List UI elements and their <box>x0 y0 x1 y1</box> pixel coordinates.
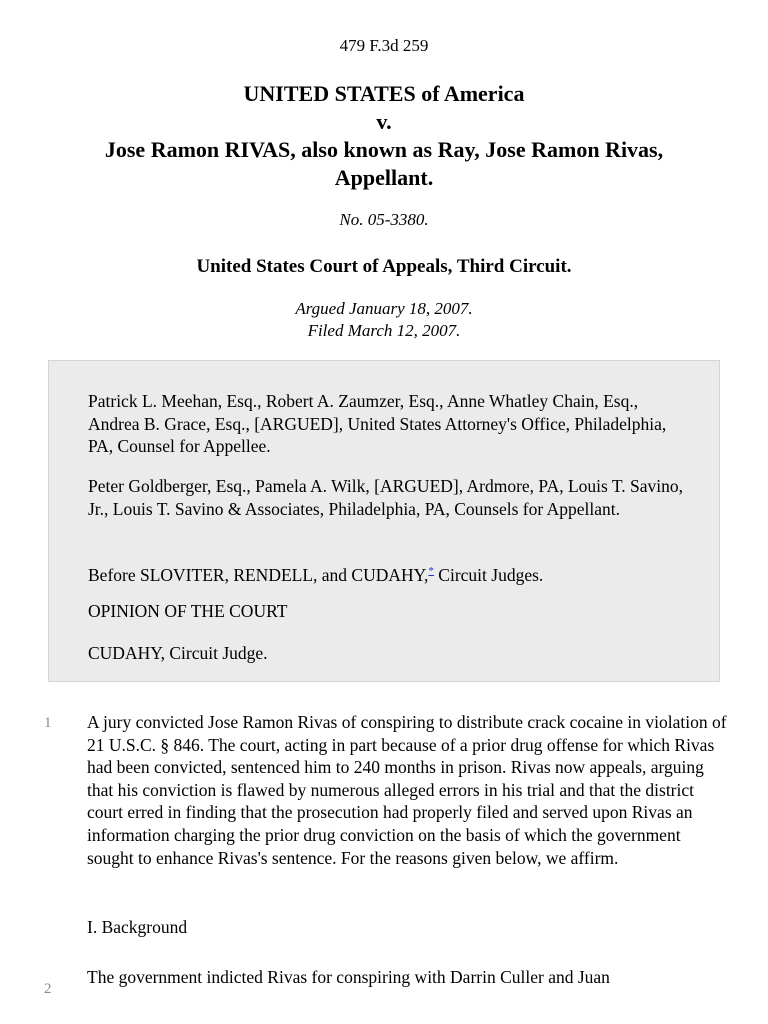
argued-date: Argued January 18, 2007. <box>295 299 473 318</box>
case-title <box>0 80 768 192</box>
panel-judges <box>88 560 688 586</box>
counsel-panel <box>48 360 720 682</box>
opinion-author: CUDAHY, Circuit Judge. <box>88 643 268 663</box>
section-heading: I. Background <box>87 917 188 937</box>
citation: 479 F.3d 259 <box>339 36 429 55</box>
panel-judges-prefix: Before SLOVITER, RENDELL, and CUDAHY, <box>88 564 429 585</box>
case-dates <box>0 298 768 342</box>
appellee-counsel: Patrick L. Meehan, Esq., Robert A. Zaumzer, Esq., Anne Whatley Chain, Esq., Andrea B. Grace, Esq., [ARGUED], United States Attorney's Office, Philadelphia, PA, Counsel for Appellee. <box>88 391 667 456</box>
filed-date: Filed March 12, 2007. <box>307 321 461 340</box>
opinion-paragraph: The government indicted Rivas for conspiring with Darrin Culler and Juan <box>87 967 610 987</box>
case-title-role: Appellant. <box>334 165 434 190</box>
case-title-defendant: Jose Ramon RIVAS, also known as Ray, Jose Ramon Rivas, <box>104 137 664 162</box>
footnote-link[interactable]: * <box>428 565 434 577</box>
appellant-counsel: Peter Goldberger, Esq., Pamela A. Wilk, [ARGUED], Ardmore, PA, Louis T. Savino, Jr., Louis T. Savino & Associates, Philadelphia, PA, Counsels for Appellant. <box>88 476 683 519</box>
paragraph-number: 2 <box>44 981 52 997</box>
opinion-heading: OPINION OF THE COURT <box>88 601 288 621</box>
case-title-plaintiff: UNITED STATES of America <box>243 81 525 106</box>
panel-judges-suffix: Circuit Judges. <box>433 564 544 585</box>
court-name: United States Court of Appeals, Third Circuit. <box>196 256 572 277</box>
case-title-versus: v. <box>376 109 392 134</box>
paragraph-number: 1 <box>44 715 52 731</box>
opinion-paragraph: A jury convicted Jose Ramon Rivas of conspiring to distribute crack cocaine in violation of 21 U.S.C. § 846. The court, acting in part because of a prior drug offense for which Rivas had been convicted, sentenced him to 240 months in prison. Rivas now appeals, arguing that his conviction is flawed by numerous alleged errors in his trial and that the district court erred in finding that the prosecution had properly filed and served upon Rivas an information charging the prior drug conviction on the basis of which the government sought to enhance Rivas's sentence. For the reasons given below, we affirm. <box>87 712 727 868</box>
docket-number: No. 05-3380. <box>339 210 429 229</box>
